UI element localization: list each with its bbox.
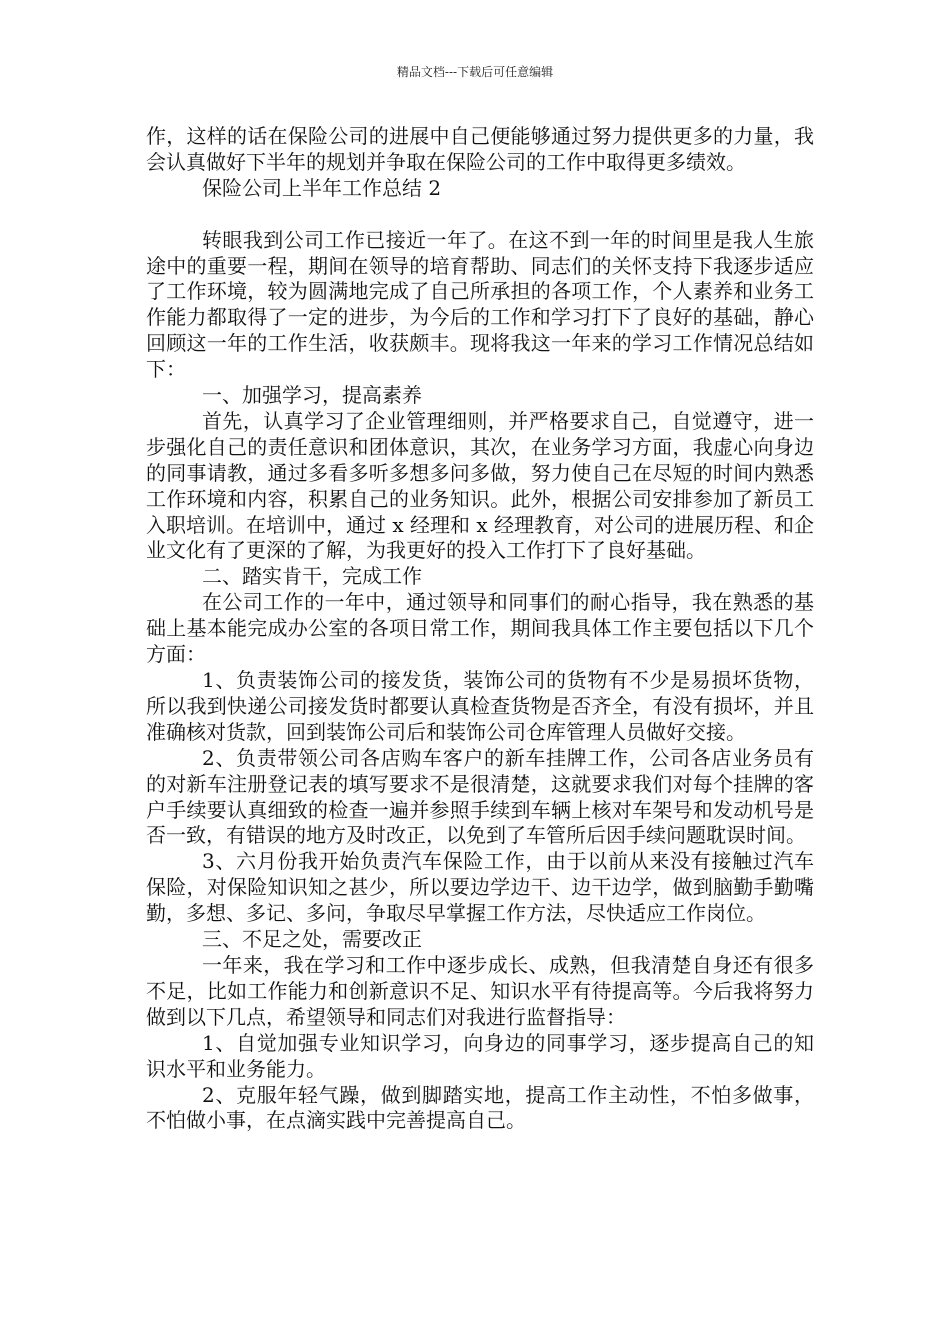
heading-section-3: 三、不足之处，需要改正 <box>202 927 422 952</box>
page-header: 精品文档---下载后可任意编辑 <box>396 65 554 79</box>
list-item-2: 2、负责带领公司各店购车客户的新车挂牌工作，公司各店业务员有的对新车注册登记表的填写要求不是很清楚，这就要求我们对每个挂牌的客户手续要认真细致的检查一遍并参照手续到车辆上核对车架号和发动机号是否一致，有错误的地方及时改正，以免到了车管所后因手续问题耽误时间。 <box>146 745 814 848</box>
paragraph-shortcomings: 一年来，我在学习和工作中逐步成长、成熟，但我清楚自身还有很多不足，比如工作能力和创新意识不足、知识水平有待提高等。今后我将努力做到以下几点，希望领导和同志们对我进行监督指导： <box>146 952 814 1029</box>
list-item-3: 3、六月份我开始负责汽车保险工作，由于以前从来没有接触过汽车保险，对保险知识知之甚少，所以要边学边干、边干边学，做到脑勤手勤嘴勤，多想、多记、多问，争取尽早掌握工作方法，尽快适应工作岗位。 <box>146 849 814 926</box>
list-item-1: 1、负责装饰公司的接发货，装饰公司的货物有不少是易损坏货物，所以我到快递公司接发货时都要认真检查货物是否齐全，有没有损坏，并且准确核对货款，回到装饰公司后和装饰公司仓库管理人员做好交接。 <box>146 668 814 744</box>
improvement-item-1: 1、自觉加强专业知识学习，向身边的同事学习，逐步提高自己的知识水平和业务能力。 <box>146 1030 814 1081</box>
blank-line <box>146 202 814 228</box>
improvement-item-2: 2、克服年轻气躁，做到脚踏实地，提高工作主动性，不怕多做事，不怕做小事，在点滴实践中完善提高自己。 <box>146 1082 814 1133</box>
heading-section-2: 二、踏实肯干，完成工作 <box>202 564 422 589</box>
document-body <box>146 124 814 1134</box>
paragraph-study: 首先，认真学习了企业管理细则，并严格要求自己，自觉遵守，进一步强化自己的责任意识和团体意识，其次，在业务学习方面，我虚心向身边的同事请教，通过多看多听多想多问多做，努力使自己在尽短的时间内熟悉工作环境和内容，积累自己的业务知识。此外，根据公司安排参加了新员工入职培训。在培训中，通过 x 经理和 x 经理教育，对公司的进展历程、和企业文化有了更深的了解，为我更好的投入工作打下了良好基础。 <box>146 408 814 563</box>
section-title: 保险公司上半年工作总结 2 <box>202 175 442 200</box>
paragraph-continued: 作，这样的话在保险公司的进展中自己便能够通过努力提供更多的力量，我会认真做好下半年的规划并争取在保险公司的工作中取得更多绩效。 <box>146 124 814 174</box>
paragraph-intro: 转眼我到公司工作已接近一年了。在这不到一年的时间里是我人生旅途中的重要一程，期间在领导的培育帮助、同志们的关怀支持下我逐步适应了工作环境，较为圆满地完成了自己所承担的各项工作，个人素养和业务工作能力都取得了一定的进步，为今后的工作和学习打下了良好的基础，静心回顾这一年的工作生活，收获颇丰。现将我这一年来的学习工作情况总结如下： <box>146 227 814 382</box>
heading-section-1: 一、加强学习，提高素养 <box>202 383 422 408</box>
paragraph-work: 在公司工作的一年中，通过领导和同事们的耐心指导，我在熟悉的基础上基本能完成办公室的各项日常工作，期间我具体工作主要包括以下几个方面： <box>146 590 814 667</box>
